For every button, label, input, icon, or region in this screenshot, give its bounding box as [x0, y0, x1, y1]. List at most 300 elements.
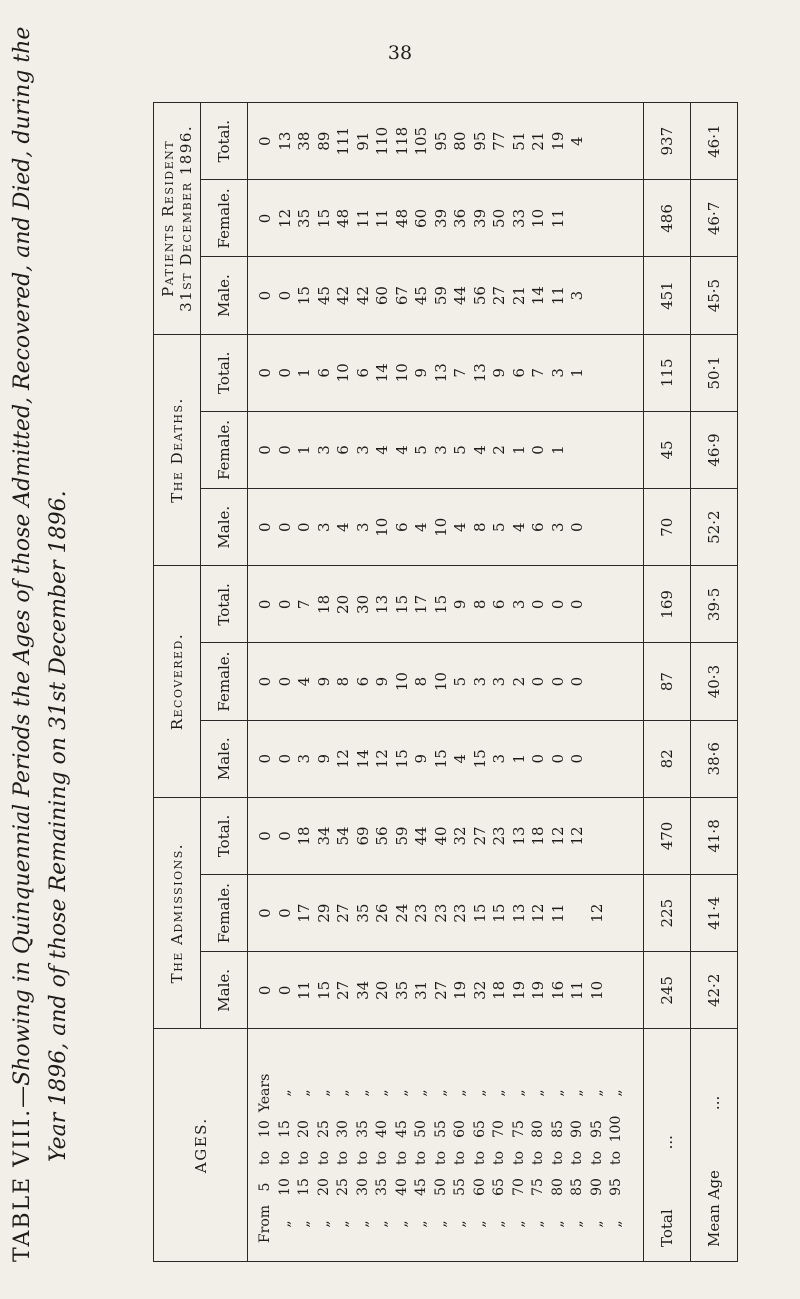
table-cell: 27: [334, 903, 352, 923]
table-cell: 12: [275, 208, 294, 228]
mean-age-label: Mean Age...: [691, 1029, 738, 1262]
table-cell: 19: [509, 980, 528, 1000]
table-cell: 3: [314, 522, 333, 532]
deaths-header: The Deaths.: [154, 334, 201, 566]
table-cell: 35: [353, 903, 372, 923]
table-cell: 0: [256, 754, 274, 764]
admissions-female-header: Female.: [201, 875, 248, 952]
table-cell: 0: [275, 599, 294, 610]
table-cell: 0: [256, 599, 274, 610]
age-from-value: 85: [569, 1178, 585, 1196]
age-from-value: 50: [432, 1178, 449, 1196]
table-cell: [607, 952, 627, 1028]
age-row-spacer: [412, 1031, 432, 1071]
table-cell: 10: [431, 672, 450, 692]
age-years-word: „: [569, 1089, 585, 1097]
table-cell: 11: [548, 286, 567, 306]
recovered-header: Recovered.: [154, 566, 201, 798]
age-to-value: 100: [608, 1115, 624, 1143]
table-cell: 0: [275, 522, 294, 532]
age-from-word: „: [393, 1220, 410, 1228]
table-cell: 23: [490, 826, 508, 846]
table-cell: 11: [373, 208, 391, 228]
table-cell: [607, 258, 627, 334]
age-from-value: 5: [257, 1182, 273, 1192]
table-cell: 0: [256, 908, 274, 918]
table-cell: 44: [451, 286, 469, 306]
table-cell: [588, 721, 608, 797]
table-cell: 5: [412, 445, 430, 455]
table-cell: [607, 412, 627, 488]
table-cell: 4: [470, 445, 489, 455]
age-to-word: to: [276, 1150, 293, 1166]
table-cell: 0: [529, 445, 547, 455]
table-cell: 14: [353, 749, 372, 769]
age-from-word: „: [276, 1220, 293, 1228]
age-years-word: „: [315, 1089, 332, 1097]
table-cell: 8: [470, 599, 489, 610]
table-container: [153, 102, 738, 1262]
table-cell: 3: [548, 368, 567, 378]
table-cell: 32: [451, 826, 469, 846]
age-from-word: „: [510, 1220, 527, 1228]
table-cell: 12: [373, 749, 391, 769]
table-cell: 45: [412, 286, 430, 306]
table-cell: 60: [373, 286, 391, 306]
table-cell: 3: [314, 445, 333, 455]
table-cell: 9: [314, 754, 333, 764]
table-cell: 4: [412, 522, 430, 532]
table-cell: 17: [295, 903, 313, 923]
age-from-word: „: [549, 1220, 566, 1228]
table-cell: 19: [529, 980, 547, 1000]
table-cell: 0: [295, 522, 313, 532]
table-cell: 35: [295, 208, 313, 228]
age-to-word: to: [471, 1150, 488, 1166]
age-row-spacer: [607, 1031, 627, 1071]
mean-age-row: [691, 103, 738, 1262]
age-from-word: „: [569, 1220, 585, 1228]
age-to-word: to: [530, 1150, 546, 1166]
age-row-spacer: [373, 1031, 393, 1071]
table-cell: 91: [353, 131, 372, 151]
age-row-spacer: [256, 1031, 276, 1071]
table-cell: 10: [373, 517, 391, 537]
age-to-word: to: [510, 1150, 527, 1166]
table-cell: 0: [256, 290, 274, 301]
table-cell: 39: [431, 208, 450, 228]
table-cell: 45: [314, 286, 333, 306]
total-cell: 225: [644, 875, 691, 952]
table-cell: 0: [548, 676, 567, 687]
table-cell: 1: [509, 445, 528, 455]
age-row-spacer: [451, 1031, 471, 1071]
table-cell: 1: [548, 445, 567, 455]
admissions-female-column: [248, 875, 644, 952]
age-from-word: „: [588, 1220, 605, 1228]
table-cell: 6: [490, 599, 508, 610]
table-cell: 18: [490, 980, 508, 1000]
age-years-word: „: [471, 1089, 488, 1097]
table-cell: 10: [529, 208, 547, 228]
table-cell: [588, 566, 608, 642]
age-row-spacer: [295, 1031, 315, 1071]
rotated-page-content: [5, 26, 765, 1262]
age-from-word: „: [471, 1220, 488, 1228]
table-cell: 16: [548, 980, 567, 1000]
table-cell: 3: [548, 522, 567, 532]
table-cell: 10: [587, 980, 606, 1000]
table-cell: 42: [353, 286, 372, 306]
age-from-value: 10: [276, 1178, 293, 1196]
table-cell: [568, 412, 588, 488]
mean-cell: 41·8: [691, 797, 738, 874]
age-years-word: „: [588, 1089, 605, 1097]
table-cell: 67: [392, 286, 411, 306]
recovered-female-column: [248, 643, 644, 720]
table-cell: 0: [548, 599, 567, 610]
table-cell: 0: [256, 445, 274, 455]
age-years-word: „: [608, 1089, 624, 1097]
table-cell: [588, 489, 608, 565]
age-from-value: 35: [374, 1178, 390, 1196]
table-cell: 23: [412, 903, 430, 923]
table-cell: 3: [490, 754, 508, 764]
age-years-word: „: [374, 1089, 390, 1097]
table-cell: 4: [392, 445, 411, 455]
age-years-word: „: [335, 1089, 351, 1097]
caption-text-1: —Showing in Quinquennial Periods the Ages of those Admitted, Recovered, and Died, during the: [10, 26, 35, 1108]
table-cell: 6: [529, 522, 547, 532]
age-ranges-grid: [248, 1029, 627, 1261]
table-cell: 15: [295, 286, 313, 306]
table-cell: 48: [334, 208, 352, 228]
table-cell: 9: [412, 754, 430, 764]
table-cell: 34: [314, 826, 333, 846]
table-cell: 4: [295, 676, 313, 687]
age-years-word: „: [452, 1089, 468, 1097]
age-from-word: „: [315, 1220, 332, 1228]
age-from-value: 60: [471, 1178, 488, 1196]
table-cell: 8: [334, 676, 352, 687]
age-years-word: „: [491, 1089, 507, 1097]
table-cell: 15: [314, 208, 333, 228]
page-number: 38: [387, 42, 413, 64]
table-cell: 0: [568, 754, 586, 764]
table-cell: 0: [275, 754, 294, 764]
age-row-spacer: [510, 1031, 530, 1071]
table-cell: 4: [568, 136, 586, 146]
age-years-word: „: [296, 1089, 312, 1097]
table-cell: 6: [314, 368, 333, 378]
age-to-word: to: [413, 1150, 429, 1166]
table-cell: 95: [470, 131, 489, 151]
recovered-total-header: Total.: [201, 566, 248, 643]
table-cell: 21: [529, 131, 547, 151]
table-cell: 11: [295, 980, 313, 1000]
table-cell: 4: [373, 445, 391, 455]
table-cell: 4: [451, 754, 469, 764]
table-cell: [588, 180, 608, 256]
resident-male-column: [248, 257, 644, 334]
admissions-male-header: Male.: [201, 952, 248, 1029]
table-cell: 12: [548, 826, 567, 846]
table-cell: 13: [509, 903, 528, 923]
age-to-value: 65: [471, 1120, 488, 1138]
table-cell: 5: [451, 445, 469, 455]
mean-cell: 45·5: [691, 257, 738, 334]
age-row-spacer: [393, 1031, 413, 1071]
table-cell: 23: [451, 903, 469, 923]
age-years-word: „: [432, 1089, 449, 1097]
table-cell: 31: [412, 980, 430, 1000]
table-cell: 24: [392, 903, 411, 923]
table-cell: 7: [451, 368, 469, 378]
table-cell: 0: [275, 831, 294, 841]
table-cell: 111: [334, 126, 352, 156]
age-from-value: 20: [315, 1178, 332, 1196]
table-cell: 56: [373, 826, 391, 846]
table-cell: 3: [353, 522, 372, 532]
table-cell: 10: [431, 517, 450, 537]
table-cell: 6: [353, 368, 372, 378]
table-cell: 48: [392, 208, 411, 228]
total-label: Total...: [644, 1029, 691, 1262]
total-cell: 87: [644, 643, 691, 720]
table-cell: 105: [412, 126, 430, 156]
table-cell: 59: [431, 286, 450, 306]
table-cell: 1: [568, 368, 586, 378]
table-cell: 0: [275, 290, 294, 301]
age-to-value: 85: [549, 1120, 566, 1138]
age-years-word: „: [276, 1089, 293, 1097]
admissions-total-column: [248, 797, 644, 874]
table-cell: 118: [392, 126, 411, 156]
age-to-word: to: [549, 1150, 566, 1166]
recovered-female-header: Female.: [201, 643, 248, 720]
table-cell: 2: [490, 445, 508, 455]
table-cell: 10: [392, 672, 411, 692]
table-cell: [588, 643, 608, 719]
age-from-value: 75: [530, 1178, 546, 1196]
age-from-word: „: [432, 1220, 449, 1228]
caption-line-2: Year 1896, and of those Remaining on 31st December 1896.: [46, 490, 71, 1162]
age-to-word: to: [588, 1150, 605, 1166]
age-from-value: 40: [393, 1178, 410, 1196]
table-cell: 12: [587, 903, 606, 923]
recovered-male-header: Male.: [201, 720, 248, 797]
table-cell: 18: [314, 594, 333, 614]
table-cell: 17: [412, 594, 430, 614]
age-to-word: to: [315, 1150, 332, 1166]
mean-cell: 46·9: [691, 411, 738, 488]
recovered-total-column: [248, 566, 644, 643]
table-cell: 110: [373, 126, 391, 156]
age-from-value: 30: [354, 1178, 371, 1196]
table-cell: 0: [568, 599, 586, 610]
age-years-word: „: [393, 1089, 410, 1097]
mean-cell: 42·2: [691, 952, 738, 1029]
table-cell: 0: [529, 754, 547, 764]
table-cell: 8: [412, 676, 430, 687]
age-from-word: „: [354, 1220, 371, 1228]
table-cell: 4: [451, 522, 469, 532]
table-cell: [588, 258, 608, 334]
table-cell: 44: [412, 826, 430, 846]
age-to-value: 60: [452, 1120, 468, 1138]
table-cell: 29: [314, 903, 333, 923]
table-cell: 12: [568, 826, 586, 846]
table-cell: 15: [314, 980, 333, 1000]
table-cell: 15: [470, 749, 489, 769]
mean-cell: 41·4: [691, 875, 738, 952]
total-cell: 937: [644, 103, 691, 180]
table-cell: 3: [490, 676, 508, 687]
table-cell: 0: [529, 676, 547, 687]
age-row-spacer: [315, 1031, 335, 1071]
table-cell: 34: [353, 980, 372, 1000]
admissions-total-header: Total.: [201, 797, 248, 874]
table-cell: 50: [490, 208, 508, 228]
table-cell: 9: [490, 368, 508, 378]
age-from-word: „: [296, 1220, 312, 1228]
age-row-spacer: [568, 1031, 588, 1071]
table-cell: 0: [275, 368, 294, 378]
table-cell: [607, 875, 627, 951]
table-cell: 3: [509, 599, 528, 610]
total-cell: 70: [644, 489, 691, 566]
age-from-value: 15: [296, 1178, 312, 1196]
age-to-value: 20: [296, 1120, 312, 1138]
table-cell: [607, 566, 627, 642]
table-cell: 2: [509, 676, 528, 687]
age-to-value: 40: [374, 1120, 390, 1138]
age-to-value: 80: [530, 1120, 546, 1138]
table-cell: 42: [334, 286, 352, 306]
total-cell: 82: [644, 720, 691, 797]
table-cell: 14: [373, 363, 391, 383]
table-cell: 15: [470, 903, 489, 923]
age-from-word: „: [491, 1220, 507, 1228]
age-row-spacer: [432, 1031, 452, 1071]
age-from-word: „: [374, 1220, 390, 1228]
table-cell: 11: [568, 980, 586, 1000]
resident-female-column: [248, 180, 644, 257]
age-to-word: to: [335, 1150, 351, 1166]
age-from-value: 25: [335, 1178, 351, 1196]
table-cell: [607, 103, 627, 179]
table-cell: 21: [509, 286, 528, 306]
age-to-value: 95: [588, 1120, 605, 1138]
age-to-word: to: [257, 1150, 273, 1166]
table-cell: 0: [256, 213, 274, 224]
total-cell: 486: [644, 180, 691, 257]
mean-cell: 38·6: [691, 720, 738, 797]
total-row: [644, 103, 691, 1262]
table-cell: 12: [334, 749, 352, 769]
table-cell: 13: [275, 131, 294, 151]
table-cell: 6: [353, 676, 372, 687]
mean-cell: 46·1: [691, 103, 738, 180]
table-cell: 0: [256, 522, 274, 532]
table-cell: 0: [548, 754, 567, 764]
table-cell: 9: [412, 368, 430, 378]
table-cell: 13: [509, 826, 528, 846]
table-cell: 1: [295, 368, 313, 378]
age-from-value: 80: [549, 1178, 566, 1196]
table-cell: 33: [509, 208, 528, 228]
age-to-word: to: [354, 1150, 371, 1166]
age-row-spacer: [549, 1031, 569, 1071]
table-cell: 13: [431, 363, 450, 383]
caption-line-1: [5, 26, 41, 1262]
admissions-male-column: [248, 952, 644, 1029]
table-cell: 1: [509, 754, 528, 764]
table-cell: 19: [451, 980, 469, 1000]
age-to-value: 35: [354, 1120, 371, 1138]
table-cell: 6: [334, 445, 352, 455]
mean-cell: 46·7: [691, 180, 738, 257]
table-cell: 51: [509, 131, 528, 151]
age-row-spacer: [471, 1031, 491, 1071]
table-cell: 5: [490, 522, 508, 532]
total-cell: 45: [644, 411, 691, 488]
table-cell: 15: [431, 749, 450, 769]
age-from-value: 70: [510, 1178, 527, 1196]
deaths-total-column: [248, 334, 644, 411]
table-cell: 15: [490, 903, 508, 923]
table-cell: [607, 643, 627, 719]
table-cell: 15: [392, 749, 411, 769]
recovered-male-column: [248, 720, 644, 797]
table-cell: 0: [275, 445, 294, 455]
age-to-value: 30: [335, 1120, 351, 1138]
resident-female-header: Female.: [201, 180, 248, 257]
table-cell: [607, 489, 627, 565]
table-cell: 56: [470, 286, 489, 306]
age-from-value: 90: [588, 1178, 605, 1196]
deaths-male-column: [248, 489, 644, 566]
age-row-spacer: [334, 1031, 354, 1071]
table-cell: 3: [431, 445, 450, 455]
table-cell: 9: [314, 676, 333, 687]
age-row-spacer: [276, 1031, 296, 1071]
table-cell: 32: [470, 980, 489, 1000]
age-row-spacer: [354, 1031, 374, 1071]
table-cell: 0: [256, 985, 274, 996]
deaths-male-header: Male.: [201, 489, 248, 566]
age-to-word: to: [393, 1150, 410, 1166]
table-cell: [588, 103, 608, 179]
table-cell: 6: [392, 522, 411, 532]
table-cell: 0: [568, 522, 586, 532]
age-to-value: 70: [491, 1120, 507, 1138]
table-cell: 40: [431, 826, 450, 846]
table-cell: 11: [548, 208, 567, 228]
table-cell: 7: [529, 368, 547, 378]
caption-label: TABLE VIII.: [10, 1107, 35, 1262]
table-cell: 13: [373, 594, 391, 614]
table-cell: 95: [431, 131, 450, 151]
table-cell: 9: [373, 676, 391, 687]
age-to-value: 45: [393, 1120, 410, 1138]
table-cell: [607, 798, 627, 874]
table-cell: 27: [431, 980, 450, 1000]
age-years-word: „: [354, 1089, 371, 1097]
total-cell: 115: [644, 334, 691, 411]
table-cell: 7: [295, 599, 313, 610]
table-cell: 12: [529, 903, 547, 923]
